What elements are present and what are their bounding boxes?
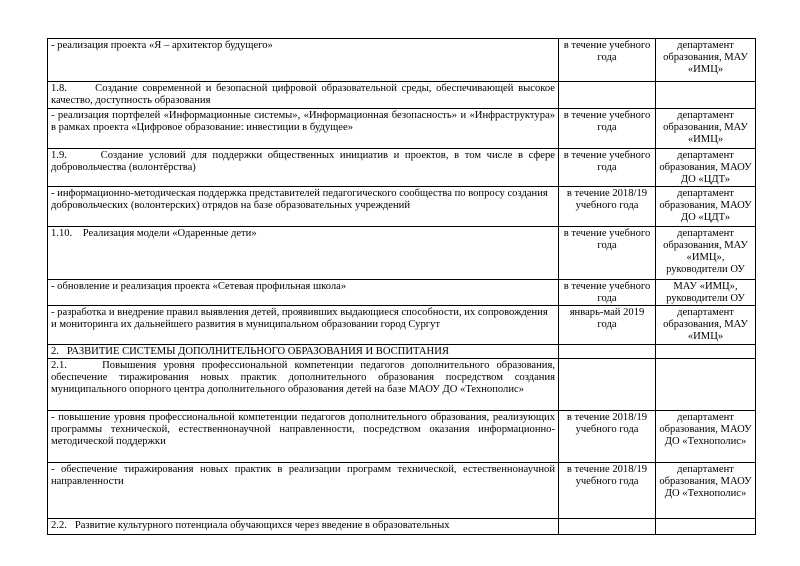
responsible-cell: департамент образования, МАУ «ИМЦ» (656, 306, 756, 345)
responsible-cell: департамент образования, МАОУ ДО «Технополис» (656, 411, 756, 463)
term-cell: в течение учебного года (559, 280, 656, 306)
term-cell: январь-май 2019 года (559, 306, 656, 345)
term-cell: в течение учебного года (559, 149, 656, 187)
table-row (48, 359, 756, 411)
table-row (48, 345, 756, 359)
section-heading-cell: 2.1. Повышения уровня профессиональной компетенции педагогов дополнительного образования, обеспечение тиражирования новых практик дополнительного образования посредством создания муниципального опорного центра дополнительного образования детей на базе МАОУ ДО «Технополис» (48, 359, 559, 411)
responsible-cell: департамент образования, МАОУ ДО «Технополис» (656, 463, 756, 519)
term-cell: в течение учебного года (559, 109, 656, 149)
table-row (48, 187, 756, 227)
section-heading-cell: 1.10. Реализация модели «Одаренные дети» (48, 227, 559, 280)
section-heading-cell: 1.8. Создание современной и безопасной цифровой образовательной среды, обеспечивающей высокое качество, доступность образования (48, 82, 559, 109)
plan-table (47, 38, 756, 535)
responsible-cell: департамент образования, МАУ «ИМЦ» (656, 39, 756, 82)
table-row (48, 39, 756, 82)
table-row (48, 82, 756, 109)
responsible-cell (656, 359, 756, 411)
table-row (48, 519, 756, 535)
table-row (48, 149, 756, 187)
term-cell: в течение 2018/19 учебного года (559, 463, 656, 519)
activity-cell: - разработка и внедрение правил выявления детей, проявивших выдающиеся способности, их сопровождения и мониторинга их дальнейшего развития в муниципальном образовании город Сургут (48, 306, 559, 345)
responsible-cell (656, 82, 756, 109)
section-heading-cell: 1.9. Создание условий для поддержки общественных инициатив и проектов, в том числе в сфере добровольчества (волонтёрства) (48, 149, 559, 187)
term-cell: в течение учебного года (559, 227, 656, 280)
activity-cell: - реализация портфелей «Информационные системы», «Информационная безопасность» и «Инфраструктура» в рамках проекта «Цифровое образование: инвестиции в будущее» (48, 109, 559, 149)
term-cell: в течение 2018/19 учебного года (559, 411, 656, 463)
responsible-cell: департамент образования, МАУ «ИМЦ», руководители ОУ (656, 227, 756, 280)
term-cell: в течение учебного года (559, 39, 656, 82)
table-row (48, 227, 756, 280)
responsible-cell (656, 345, 756, 359)
table-row (48, 411, 756, 463)
activity-cell: - обновление и реализация проекта «Сетевая профильная школа» (48, 280, 559, 306)
term-cell (559, 345, 656, 359)
responsible-cell: департамент образования, МАОУ ДО «ЦДТ» (656, 187, 756, 227)
responsible-cell: МАУ «ИМЦ», руководители ОУ (656, 280, 756, 306)
activity-cell: - реализация проекта «Я – архитектор будущего» (48, 39, 559, 82)
term-cell (559, 359, 656, 411)
table-row (48, 306, 756, 345)
section-heading-cell: 2.2. Развитие культурного потенциала обучающихся через введение в образовательных (48, 519, 559, 535)
chapter-heading-cell: 2. РАЗВИТИЕ СИСТЕМЫ ДОПОЛНИТЕЛЬНОГО ОБРАЗОВАНИЯ И ВОСПИТАНИЯ (48, 345, 559, 359)
table-row (48, 463, 756, 519)
activity-cell: - обеспечение тиражирования новых практик в реализации программ технической, естественнонаучной направленности (48, 463, 559, 519)
responsible-cell: департамент образования, МАОУ ДО «ЦДТ» (656, 149, 756, 187)
table-row (48, 109, 756, 149)
responsible-cell: департамент образования, МАУ «ИМЦ» (656, 109, 756, 149)
activity-cell: - повышение уровня профессиональной компетенции педагогов дополнительного образования, реализующих программы технической, естественнонаучной направленности, посредством оказания информационно-методической поддержки (48, 411, 559, 463)
responsible-cell (656, 519, 756, 535)
term-cell (559, 82, 656, 109)
term-cell (559, 519, 656, 535)
table-row (48, 280, 756, 306)
term-cell: в течение 2018/19 учебного года (559, 187, 656, 227)
activity-cell: - информационно-методическая поддержка представителей педагогического сообщества по вопросу создания добровольческих (волонтерских) отрядов на базе образовательных учреждений (48, 187, 559, 227)
